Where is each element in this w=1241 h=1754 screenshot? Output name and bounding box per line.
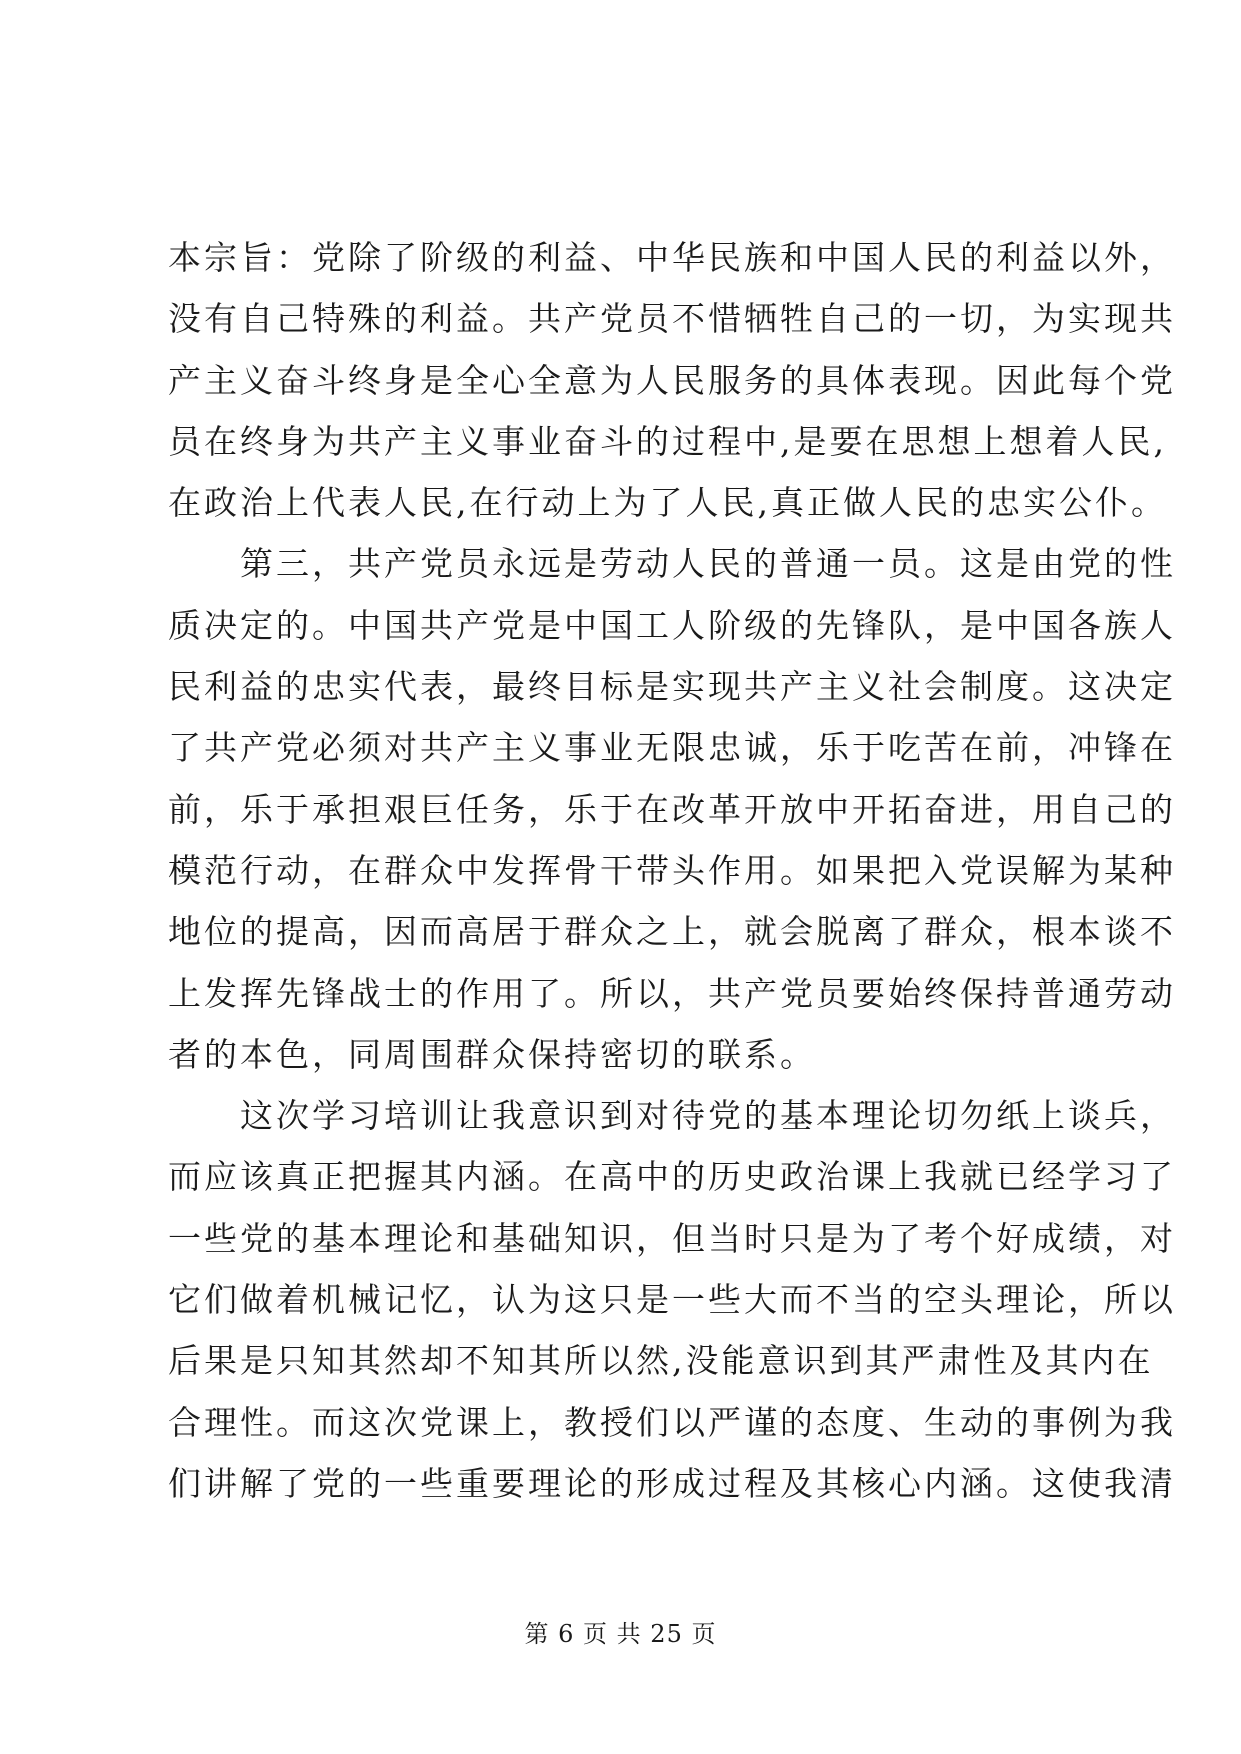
- text-line: 们讲解了党的一些重要理论的形成过程及其核心内涵。这使我清: [168, 1463, 1176, 1503]
- text-line: 后果是只知其然却不知其所以然,没能意识到其严肃性及其内在: [168, 1341, 1154, 1381]
- paragraph: [168, 533, 1176, 1085]
- text-line: 没有自己特殊的利益。共产党员不惜牺牲自己的一切，为实现共: [168, 299, 1176, 339]
- paragraph: [168, 1085, 1176, 1514]
- text-line: 一些党的基本理论和基础知识，但当时只是为了考个好成绩，对: [168, 1218, 1176, 1258]
- text-line: 本宗旨：党除了阶级的利益、中华民族和中国人民的利益以外，: [168, 238, 1176, 277]
- text-line: 合理性。而这次党课上，教授们以严谨的态度、生动的事例为我: [168, 1402, 1176, 1442]
- text-line: 而应该真正把握其内涵。在高中的历史政治课上我就已经学习了: [168, 1157, 1176, 1197]
- paragraph: [168, 227, 1176, 533]
- text-line: 前，乐于承担艰巨任务，乐于在改革开放中开拓奋进，用自己的: [168, 789, 1176, 829]
- text-line: 民利益的忠实代表，最终目标是实现共产主义社会制度。这决定: [168, 667, 1176, 707]
- text-line: 质决定的。中国共产党是中国工人阶级的先锋队，是中国各族人: [168, 605, 1176, 645]
- page-number-footer: 第 6 页 共 25 页: [524, 1620, 717, 1648]
- text-line: 它们做着机械记忆，认为这只是一些大而不当的空头理论，所以: [168, 1280, 1176, 1320]
- text-line: 第三，共产党员永远是劳动人民的普通一员。这是由党的性: [168, 544, 1176, 584]
- text-line: 地位的提高，因而高居于群众之上，就会脱离了群众，根本谈不: [168, 912, 1176, 952]
- text-line: 员在终身为共产主义事业奋斗的过程中,是要在思想上想着人民,: [168, 421, 1167, 461]
- text-line: 这次学习培训让我意识到对待党的基本理论切勿纸上谈兵，: [168, 1096, 1176, 1136]
- text-line: 模范行动，在群众中发挥骨干带头作用。如果把入党误解为某种: [168, 850, 1176, 890]
- text-line: 上发挥先锋战士的作用了。所以，共产党员要始终保持普通劳动: [168, 973, 1176, 1013]
- text-line: 者的本色，同周围群众保持密切的联系。: [168, 1034, 816, 1074]
- text-line: 产主义奋斗终身是全心全意为人民服务的具体表现。因此每个党: [168, 360, 1176, 400]
- text-line: 了共产党必须对共产主义事业无限忠诚，乐于吃苦在前，冲锋在: [168, 728, 1176, 768]
- body-text: [168, 227, 1176, 1514]
- text-line: 在政治上代表人民,在行动上为了人民,真正做人民的忠实公仆。: [168, 483, 1167, 523]
